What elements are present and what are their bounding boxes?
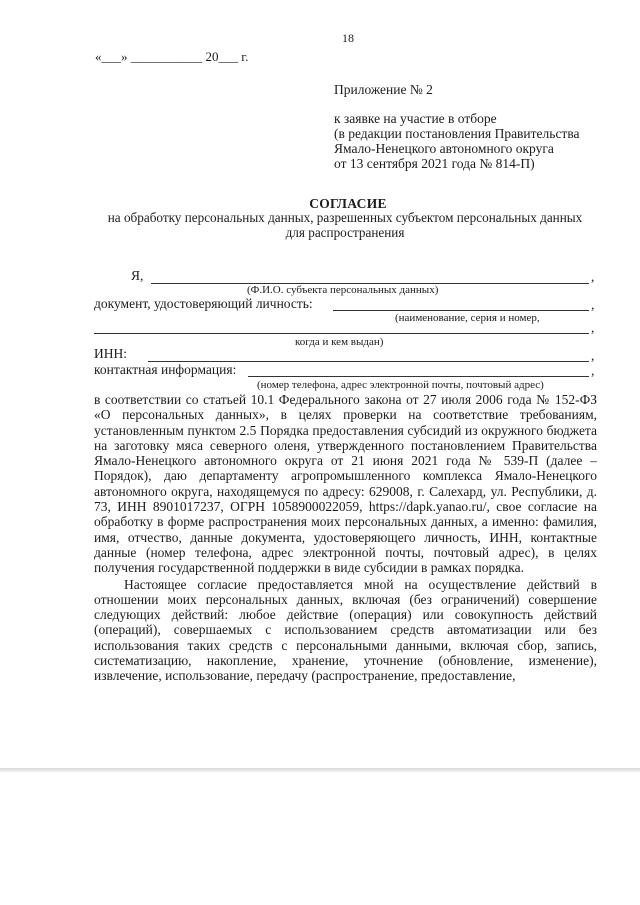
comma: , [591, 348, 595, 363]
document-field-line[interactable] [333, 310, 589, 311]
appendix-title: Приложение № 2 [334, 82, 433, 97]
appendix-line: от 13 сентября 2021 года № 814-П) [334, 156, 535, 171]
document-label: документ, удостоверяющий личность: [94, 296, 313, 311]
appendix-line: Ямало-Ненецкого автономного округа [334, 141, 554, 156]
contact-field-line[interactable] [248, 376, 589, 377]
comma: , [591, 363, 595, 378]
document-subtitle: на обработку персональных данных, разрешенных субъектом персональных данных для распространения [107, 210, 583, 240]
page-bottom-edge [0, 768, 640, 772]
date-line: «___» ___________ 20___ г. [95, 49, 249, 64]
consent-paragraph: Настоящее согласие предоставляется мной на осуществление действий в отношении моих персональных данных, включая (без ограничений) совершение следующих действий: любое действие (операция) или совокупность действий (операций), совершаемых с использованием средств автоматизации или без использования таких средств с персональными данными, включая сбор, запись, систематизацию, накопление, хранение, уточнение (обновление, изменение), извлечение, использование, передачу (распространение, предоставление, [94, 576, 597, 684]
contact-caption: (номер телефона, адрес электронной почты, почтовый адрес) [257, 379, 544, 391]
document-title: СОГЛАСИЕ [309, 196, 387, 211]
comma: , [591, 269, 595, 284]
appendix-line: (в редакции постановления Правительства [334, 126, 580, 141]
document-caption: (наименование, серия и номер, [395, 312, 540, 324]
comma: , [591, 320, 595, 335]
name-caption: (Ф.И.О. субъекта персональных данных) [247, 284, 439, 296]
page-number: 18 [342, 31, 354, 45]
contact-label: контактная информация: [94, 362, 237, 377]
issued-caption: когда и кем выдан) [295, 336, 384, 348]
inn-label: ИНН: [94, 346, 127, 361]
appendix-line: к заявке на участие в отборе [334, 111, 497, 126]
issued-field-line[interactable] [94, 333, 589, 334]
consent-body [94, 392, 597, 684]
comma: , [591, 297, 595, 312]
consent-paragraph: в соответствии со статьей 10.1 Федерального закона от 27 июля 2006 года № 152-ФЗ «О персональных данных», в целях проверки на соответствие требованиям, установленным пунктом 2.5 Порядка предоставления субсидий из окружного бюджета на заготовку мяса северного оленя, утвержденного постановлением Правительства Ямало-Ненецкого автономного округа от 21 июня 2021 года № 539-П (далее – Порядок), даю департаменту агропромышленного комплекса Ямало-Ненецкого автономного округа, находящемуся по адресу: 629008, г. Салехард, ул. Республики, д. 73, ИНН 8901017237, ОГРН 1058900022059, https://dapk.yanao.ru/, свое согласие на обработку в форме распространения моих персональных данных, а именно: фамилия, имя, отчество, данные документа, удостоверяющего личность, ИНН, контактные данные (номер телефона, адрес электронной почты, почтовый адрес), в целях получения государственной поддержки в виде субсидии в рамках порядка. [94, 392, 597, 576]
name-label: Я, [131, 268, 144, 283]
